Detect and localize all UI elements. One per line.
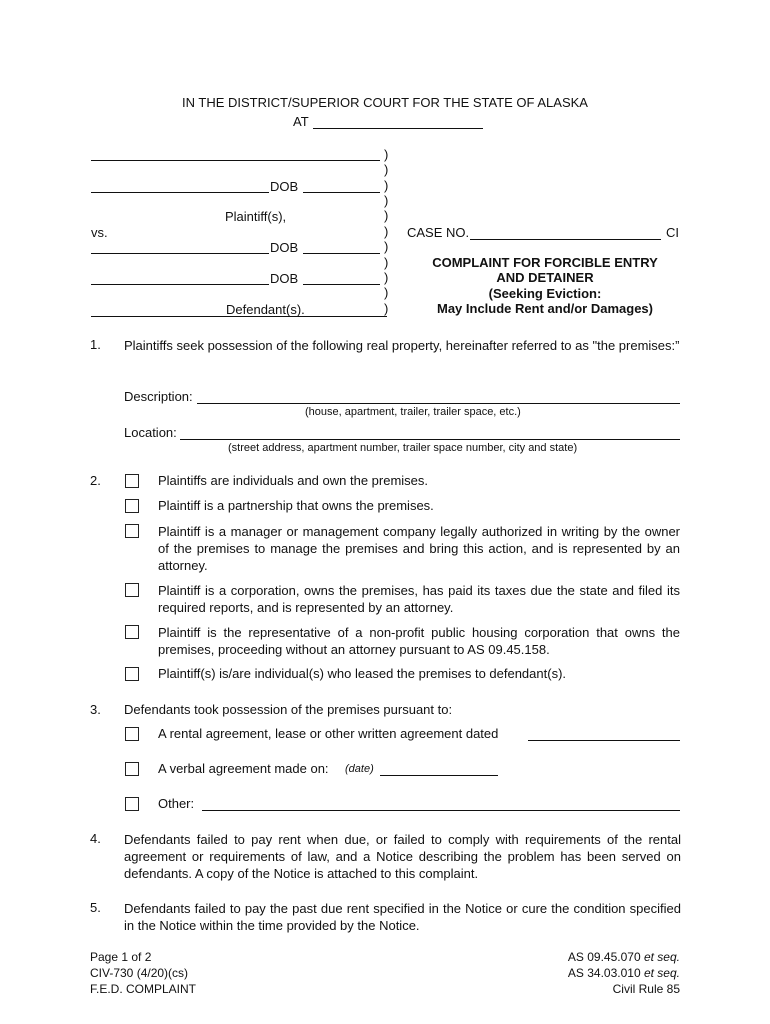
location-label: Location: [124, 425, 177, 440]
plaintiff-type-option: Plaintiffs are individuals and own the premises. [158, 473, 429, 488]
section-3-number: 3. [90, 702, 101, 717]
location-hint: (street address, apartment number, trailer space number, city and state) [228, 442, 578, 454]
et-seq: et seq. [643, 950, 680, 964]
caption-paren: ) [384, 224, 389, 239]
caption-paren: ) [384, 239, 389, 254]
description-label: Description: [124, 389, 193, 404]
court-heading: IN THE DISTRICT/SUPERIOR COURT FOR THE STATE OF ALASKA [182, 95, 588, 110]
other-label: Other: [158, 796, 195, 811]
plaintiff-dob-field[interactable] [303, 192, 380, 193]
form-name: F.E.D. COMPLAINT [90, 982, 197, 996]
caption-paren: ) [384, 301, 389, 316]
section-4-text: Defendants failed to pay rent when due, or failed to comply with requirements of the rental agreement or requirements of law, and a Notice describing the problem has been served on defendants. A copy of the Notice is attached to this complaint. [124, 832, 681, 881]
et-seq: et seq. [643, 966, 680, 980]
case-suffix: CI [666, 225, 679, 240]
verbal-date-hint: (date) [345, 763, 374, 775]
section-5-text: Defendants failed to pay the past due rent specified in the Notice or cure the condition specified in the Notice within the time provided by the Notice. [124, 901, 681, 933]
statute-1: AS 09.45.070 [567, 950, 641, 964]
section-1-number: 1. [90, 337, 101, 352]
plaintiff-2-name-field[interactable] [91, 192, 269, 193]
caption-paren: ) [384, 193, 389, 208]
defendant-2-dob-label: DOB [270, 271, 299, 286]
section-3-text: Defendants took possession of the premises pursuant to: [124, 702, 453, 717]
statute-reference-1 [568, 950, 680, 964]
other-field[interactable] [202, 810, 680, 811]
case-number-field[interactable] [470, 239, 661, 240]
statute-reference-2 [568, 966, 680, 980]
page-number: Page 1 of 2 [90, 950, 152, 964]
caption-paren: ) [384, 178, 389, 193]
verbal-agreement-checkbox[interactable] [125, 762, 139, 776]
caption-paren: ) [384, 285, 389, 300]
plaintiff-type-option: Plaintiff is a manager or management company legally authorized in writing by the owner of the premises to manage the premises and bring this action, and is represented by an attorney. [158, 524, 680, 573]
section-4-number: 4. [90, 831, 101, 846]
at-label: AT [293, 114, 309, 129]
section-5-number: 5. [90, 900, 101, 915]
defendant-2-name-field[interactable] [91, 284, 269, 285]
plaintiff-type-option: Plaintiff is the representative of a non-profit public housing corporation that owns the premises, proceeding without an attorney pursuant to AS 09.45.158. [158, 625, 680, 657]
vs-label: vs. [91, 225, 108, 240]
caption-paren: ) [384, 270, 389, 285]
rental-agreement-checkbox[interactable] [125, 727, 139, 741]
civil-rule: Civil Rule 85 [612, 982, 680, 996]
caption-paren: ) [384, 162, 389, 177]
rental-agreement-label: A rental agreement, lease or other written agreement dated [158, 726, 499, 741]
plaintiff-type-checkbox[interactable] [125, 499, 139, 513]
form-id: CIV-730 (4/20)(cs) [90, 966, 189, 980]
plaintiff-type-checkbox[interactable] [125, 474, 139, 488]
case-no-label: CASE NO. [407, 225, 470, 240]
plaintiff-type-checkbox[interactable] [125, 667, 139, 681]
caption-paren: ) [384, 208, 389, 223]
defendant-1-dob-label: DOB [270, 240, 299, 255]
plaintiff-type-checkbox[interactable] [125, 524, 139, 538]
document-title-line-4: May Include Rent and/or Damages) [437, 301, 653, 316]
verbal-agreement-label: A verbal agreement made on: [158, 761, 329, 776]
caption-paren: ) [384, 255, 389, 270]
plaintiff-type-option: Plaintiff is a corporation, owns the premises, has paid its taxes due the state and filed its required reports, and is represented by an attorney. [158, 583, 680, 615]
plaintiff-name-field[interactable] [91, 160, 380, 161]
document-title-line-1: COMPLAINT FOR FORCIBLE ENTRY [432, 255, 658, 270]
description-hint: (house, apartment, trailer, trailer space, etc.) [305, 406, 521, 418]
statute-2: AS 34.03.010 [567, 966, 641, 980]
defendant-2-dob-field[interactable] [303, 284, 380, 285]
plaintiff-dob-label: DOB [270, 179, 299, 194]
rental-agreement-date-field[interactable] [528, 740, 680, 741]
verbal-agreement-date-field[interactable] [380, 775, 498, 776]
at-location-field[interactable] [313, 128, 483, 129]
defendants-label: Defendant(s). [226, 302, 305, 317]
plaintiff-type-checkbox[interactable] [125, 583, 139, 597]
document-title-line-3: (Seeking Eviction: [488, 286, 602, 301]
description-field[interactable] [197, 403, 680, 404]
plaintiff-type-checkbox[interactable] [125, 625, 139, 639]
caption-paren: ) [384, 147, 389, 162]
defendant-1-name-field[interactable] [91, 253, 269, 254]
section-2-number: 2. [90, 473, 101, 488]
plaintiff-type-option: Plaintiff(s) is/are individual(s) who leased the premises to defendant(s). [158, 666, 567, 681]
plaintiff-type-option: Plaintiff is a partnership that owns the premises. [158, 498, 434, 513]
defendant-1-dob-field[interactable] [303, 253, 380, 254]
section-1-text: Plaintiffs seek possession of the following real property, hereinafter referred to as "the premises:” [124, 338, 680, 353]
plaintiffs-label: Plaintiff(s), [225, 209, 287, 224]
other-checkbox[interactable] [125, 797, 139, 811]
document-title-line-2: AND DETAINER [496, 270, 594, 285]
defendants-underline [91, 316, 387, 317]
location-field[interactable] [180, 439, 680, 440]
